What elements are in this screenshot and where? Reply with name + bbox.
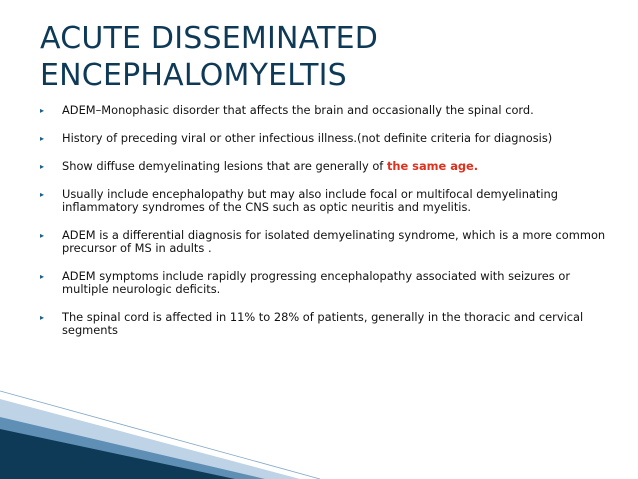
highlight-text: the same age.: [386, 159, 479, 173]
bullet-item: [40, 104, 610, 117]
slide-title-line-1: ACUTE DISSEMINATED: [40, 21, 379, 56]
bullet-arrow-icon: ▸: [40, 313, 45, 322]
bullet-list: [40, 104, 610, 352]
bullet-arrow-icon: ▸: [40, 231, 45, 240]
bullet-arrow-icon: ▸: [40, 272, 45, 281]
bullet-arrow-icon: ▸: [40, 190, 45, 199]
bullet-item: [40, 188, 610, 214]
bullet-arrow-icon: ▸: [40, 134, 45, 143]
bullet-text: History of preceding viral or other infectious illness.(not definite criteria for diagnosis): [62, 131, 553, 145]
bullet-item: [40, 160, 610, 173]
bullet-arrow-icon: ▸: [40, 162, 45, 171]
bullet-item: [40, 229, 610, 255]
bullet-text: ADEM is a differential diagnosis for isolated demyelinating syndrome, which is a more common precursor of MS in adults .: [62, 228, 606, 255]
bullet-text: ADEM symptoms include rapidly progressing encephalopathy associated with seizures or multiple neurologic deficits.: [62, 269, 571, 296]
slide-title: [40, 20, 600, 94]
bullet-item: [40, 132, 610, 145]
bullet-text: ADEM–Monophasic disorder that affects the brain and occasionally the spinal cord.: [62, 103, 534, 117]
corner-decoration: [0, 369, 638, 479]
bullet-arrow-icon: ▸: [40, 106, 45, 115]
bullet-text: Show diffuse demyelinating lesions that are generally of: [62, 159, 387, 173]
bullet-text: The spinal cord is affected in 11% to 28% of patients, generally in the thoracic and cervical segments: [62, 310, 584, 337]
bullet-text: Usually include encephalopathy but may also include focal or multifocal demyelinating inflammatory syndromes of the CNS such as optic neuritis and myelitis.: [62, 187, 558, 214]
bullet-item: [40, 270, 610, 296]
bullet-item: [40, 311, 610, 337]
slide-title-line-2: ENCEPHALOMYELTIS: [40, 58, 347, 93]
